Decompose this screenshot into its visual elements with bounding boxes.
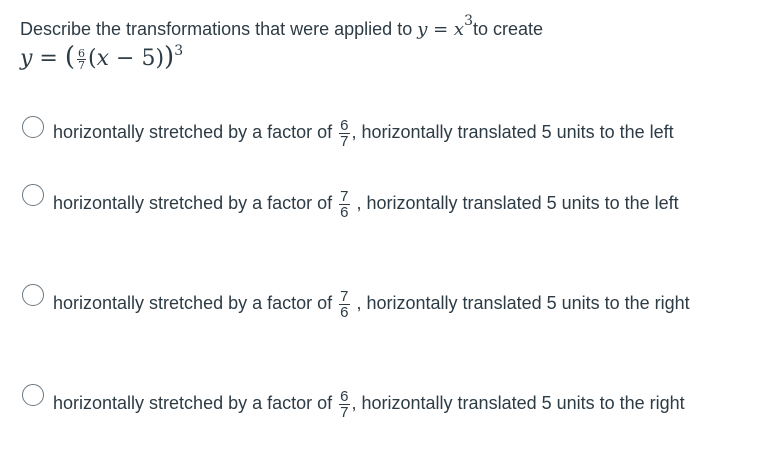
eq-frac-numerator: 6: [78, 46, 86, 60]
option-fraction: [339, 118, 349, 149]
option-text-before: horizontally stretched by a factor of: [53, 293, 338, 313]
option-label[interactable]: [53, 288, 753, 320]
frac-denominator: 7: [340, 132, 349, 150]
frac-denominator: 6: [340, 303, 349, 321]
frac-numerator: 6: [340, 116, 349, 134]
eq-inner-close: ): [155, 46, 165, 71]
target-equation: [20, 42, 183, 72]
prompt-y: y: [417, 19, 428, 40]
eq-x: x: [96, 46, 110, 71]
radio-button[interactable]: [22, 184, 44, 206]
frac-denominator: 6: [340, 203, 349, 221]
eq-open-paren: (: [64, 42, 76, 72]
prompt-equals: =: [427, 19, 454, 40]
eq-frac-denominator: 7: [78, 58, 86, 72]
option-text-before: horizontally stretched by a factor of: [53, 193, 338, 213]
option-label[interactable]: [53, 188, 753, 220]
option-fraction: [339, 389, 349, 420]
option-fraction: [339, 189, 349, 220]
eq-minus-five: − 5: [109, 46, 156, 71]
frac-denominator: 7: [340, 403, 349, 421]
frac-numerator: 7: [340, 187, 349, 205]
eq-y: y: [20, 46, 33, 71]
option-label[interactable]: [53, 117, 753, 149]
option-text-after: , horizontally translated 5 units to the left: [351, 122, 674, 142]
radio-button[interactable]: [22, 384, 44, 406]
prompt-text-before: Describe the transformations that were applied to: [20, 19, 418, 39]
option-label[interactable]: [53, 388, 753, 420]
radio-button[interactable]: [22, 284, 44, 306]
radio-button[interactable]: [22, 116, 44, 138]
option-fraction: [339, 289, 349, 320]
eq-close-paren: ): [164, 42, 175, 72]
option-text-after: , horizontally translated 5 units to the left: [351, 193, 679, 213]
eq-inner-open: (: [88, 46, 97, 71]
option-text-after: , horizontally translated 5 units to the right: [351, 393, 685, 413]
option-text-before: horizontally stretched by a factor of: [53, 122, 338, 142]
eq-exponent: 3: [174, 43, 184, 59]
option-text-before: horizontally stretched by a factor of: [53, 393, 338, 413]
frac-numerator: 6: [340, 387, 349, 405]
eq-equals: =: [32, 46, 65, 71]
prompt-x: x: [453, 19, 465, 40]
question-prompt: [20, 13, 543, 40]
frac-numerator: 7: [340, 287, 349, 305]
prompt-text-after: to create: [473, 19, 544, 39]
eq-fraction: [77, 48, 86, 71]
option-text-after: , horizontally translated 5 units to the right: [351, 293, 690, 313]
prompt-exponent: 3: [464, 13, 473, 29]
